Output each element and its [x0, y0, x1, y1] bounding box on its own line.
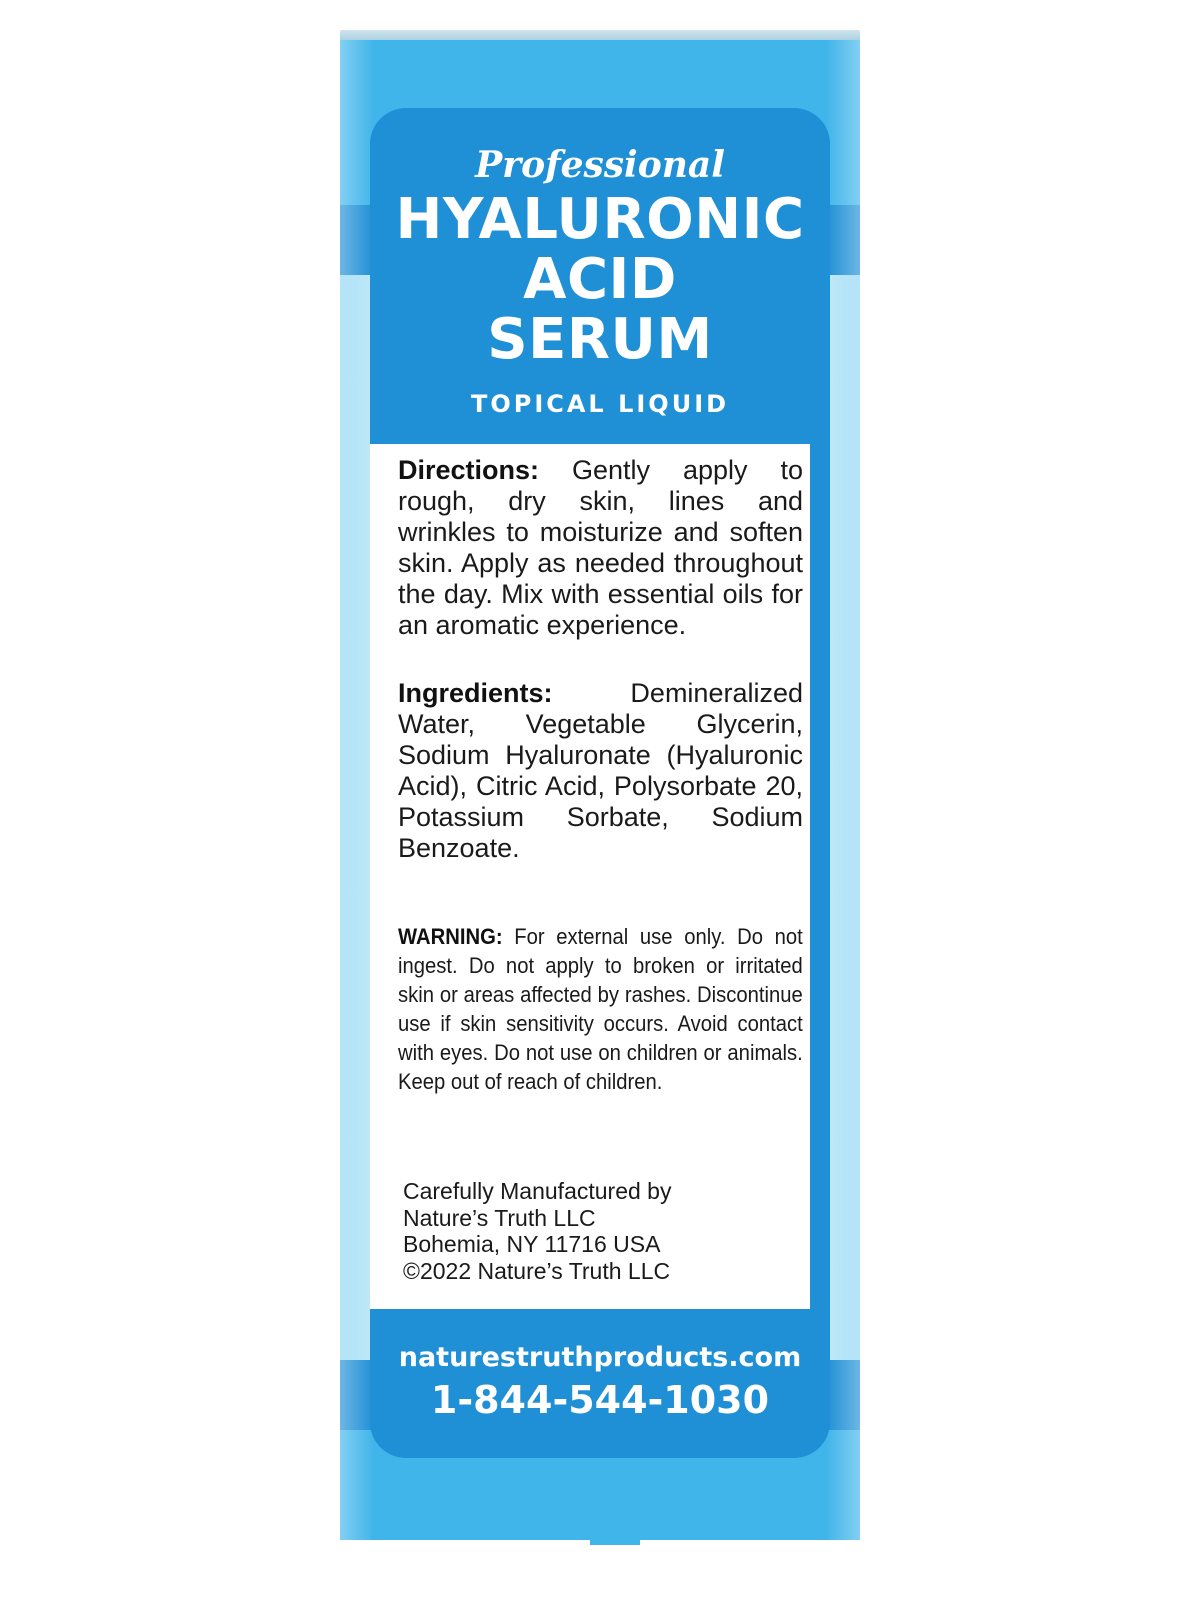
manufacturer-line-3: Bohemia, NY 11716 USA [403, 1231, 661, 1257]
directions-label: Directions: [398, 455, 540, 485]
product-tagline: Professional [475, 144, 725, 186]
left-edge-shade [340, 40, 374, 1540]
product-subtitle: TOPICAL LIQUID [470, 390, 730, 418]
ingredients-label: Ingredients: [398, 678, 553, 708]
manufacturer-line-2: Nature’s Truth LLC [403, 1204, 596, 1231]
manufacturer-line-1: Carefully Manufactured by [403, 1178, 672, 1204]
manufacturer-info [403, 1178, 671, 1284]
product-title-line-2: ACID [523, 247, 677, 312]
directions-section [398, 455, 803, 641]
right-edge-shade [826, 40, 860, 1540]
box-bottom-tab [590, 1500, 640, 1545]
product-title-line-1: HYALURONIC [395, 187, 805, 252]
phone-number: 1-844-544-1030 [430, 1378, 770, 1422]
product-title-line-3: SERUM [487, 307, 713, 372]
directions-text: Gently apply to rough, dry skin, lines and wrinkles to moisturize and soften skin. Apply as needed throughout the day. Mix with essential oils for an aromatic experience. [398, 455, 803, 640]
ingredients-section [398, 678, 803, 864]
product-header [370, 140, 830, 418]
website-text: naturestruthproducts.com [398, 1342, 802, 1373]
warning-section [398, 922, 803, 1096]
warning-label: WARNING: [398, 924, 503, 949]
manufacturer-line-4: ©2022 Nature’s Truth LLC [403, 1257, 671, 1284]
warning-text: For external use only. Do not ingest. Do not apply to broken or irritated skin or areas affected by rashes. Discontinue use if skin sensitivity occurs. Avoid contact with eyes. Do not use on children or animals. Keep out of reach of children. [398, 924, 803, 1094]
contact-info [370, 1340, 830, 1424]
ingredients-text: Demineralized Water, Vegetable Glycerin, Sodium Hyaluronate (Hyaluronic Acid), Citric Acid, Polysorbate 20, Potassium Sorbate, Sodium Benzoate. [398, 678, 803, 863]
